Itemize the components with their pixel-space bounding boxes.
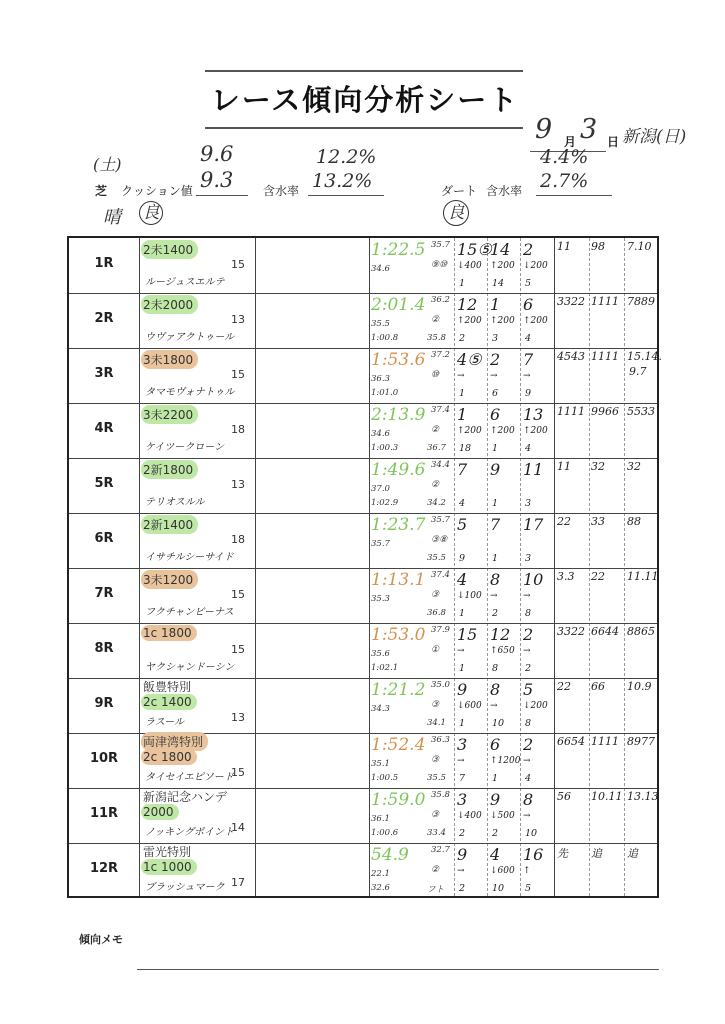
turf-day-note: (土) bbox=[93, 155, 122, 174]
finish-order: 2 bbox=[492, 828, 499, 839]
race-time: 1:23.7 bbox=[371, 515, 426, 535]
winner-name: タイセイエピソード bbox=[145, 772, 234, 783]
runner-count: 14 bbox=[231, 821, 245, 834]
finish-order: 9 bbox=[459, 553, 466, 564]
last-3f: 36.3 bbox=[431, 735, 450, 745]
finish-order: 18 bbox=[459, 443, 472, 454]
winner-name: タマモヴォナトゥル bbox=[145, 387, 235, 398]
stat-value: 32 bbox=[627, 460, 641, 473]
first-1000m: 1:00.8 bbox=[371, 333, 399, 343]
finish-order: 3 bbox=[525, 553, 532, 564]
race-row bbox=[69, 403, 659, 458]
winner-name: ヤクシャンドーシン bbox=[145, 662, 235, 673]
dirt-moisture-underline bbox=[536, 195, 612, 196]
race-condition: 3未1800 bbox=[141, 350, 198, 369]
race-row bbox=[69, 293, 659, 348]
finish-order: 3 bbox=[492, 333, 499, 344]
stat-value: 7.10 bbox=[627, 240, 652, 253]
finish-order: 8 bbox=[525, 718, 532, 729]
finish-order: 1 bbox=[492, 773, 499, 784]
position-move: → bbox=[523, 756, 531, 766]
placing-position: 6 bbox=[523, 295, 534, 314]
race-condition: 2000 bbox=[141, 804, 179, 820]
placing-position: 2 bbox=[523, 735, 534, 754]
finish-order: 2 bbox=[525, 663, 532, 674]
race-time: 1:13.1 bbox=[371, 570, 426, 590]
finish-order: 2 bbox=[459, 883, 466, 894]
dirt-moisture-label: 含水率 bbox=[486, 184, 523, 198]
finish-order: 2 bbox=[459, 333, 466, 344]
position-move: ↓100 bbox=[457, 591, 482, 601]
placing-position: 1 bbox=[490, 295, 501, 314]
first-3f: 35.3 bbox=[371, 594, 390, 604]
bias-circle: ③ bbox=[431, 755, 440, 765]
position-move: ↑200 bbox=[523, 426, 548, 436]
finish-order: 7 bbox=[459, 773, 466, 784]
runner-count: 15 bbox=[231, 766, 245, 779]
race-number: 11R bbox=[89, 806, 119, 821]
position-move: ↑ bbox=[523, 866, 531, 876]
race-time: 1:22.5 bbox=[371, 240, 426, 260]
winner-name: ウヴァアクトゥール bbox=[145, 332, 235, 343]
first-1000m: 1:00.5 bbox=[371, 773, 399, 783]
finish-order: 14 bbox=[492, 278, 505, 289]
position-move: → bbox=[457, 866, 465, 876]
race-time: 1:21.2 bbox=[371, 680, 426, 700]
bias-circle: ③ bbox=[431, 590, 440, 600]
placing-position: 5 bbox=[457, 515, 468, 534]
placing-position: 8 bbox=[490, 680, 501, 699]
race-time: 1:53.0 bbox=[371, 625, 426, 645]
placing-position: 4 bbox=[457, 570, 468, 589]
bias-circle: ② bbox=[431, 425, 440, 435]
runner-count: 13 bbox=[231, 478, 245, 491]
placing-position: 6 bbox=[490, 405, 501, 424]
placing-position: 12 bbox=[490, 625, 511, 644]
first-3f: 35.6 bbox=[371, 649, 390, 659]
placing-position: 17 bbox=[523, 515, 544, 534]
stat-value: 1111 bbox=[591, 295, 619, 308]
bias-circle: ③ bbox=[431, 810, 440, 820]
stat-value: 15.14. bbox=[627, 350, 662, 363]
stat-value: 追 bbox=[627, 847, 638, 860]
stat-value: 5533 bbox=[627, 405, 655, 418]
turf-going: 良 bbox=[139, 201, 163, 225]
turf-moisture-prev: 12.2% bbox=[316, 146, 377, 168]
finish-order: 1 bbox=[459, 663, 466, 674]
last-3f: 37.4 bbox=[431, 405, 450, 415]
race-number: 1R bbox=[94, 256, 114, 271]
winner-name: ブラッシュマーク bbox=[145, 882, 225, 893]
stat-value: 88 bbox=[627, 515, 641, 528]
finish-order: 1 bbox=[492, 443, 499, 454]
bias-circle: ① bbox=[431, 645, 440, 655]
race-condition: 3未2200 bbox=[141, 405, 198, 424]
race-row bbox=[69, 733, 659, 788]
stat-value: 3322 bbox=[557, 295, 585, 308]
position-move: → bbox=[457, 371, 465, 381]
position-move: → bbox=[523, 371, 531, 381]
last-split: 35.5 bbox=[427, 553, 446, 563]
placing-position: 10 bbox=[523, 570, 544, 589]
date-day-unit: 日 bbox=[607, 135, 620, 149]
turf-cushion-value: 9.3 bbox=[200, 168, 234, 192]
turf-moisture-underline bbox=[308, 195, 384, 196]
position-move: → bbox=[457, 646, 465, 656]
placing-position: 4 bbox=[490, 845, 501, 864]
placing-position: 15⑤ bbox=[457, 240, 492, 259]
race-name: 新潟記念ハンデ bbox=[143, 790, 228, 804]
placing-position: 5 bbox=[523, 680, 534, 699]
finish-order: 2 bbox=[492, 608, 499, 619]
finish-order: 2 bbox=[459, 828, 466, 839]
placing-position: 16 bbox=[523, 845, 544, 864]
position-move: ↑200 bbox=[523, 316, 548, 326]
position-move: → bbox=[457, 756, 465, 766]
bias-circle: ② bbox=[431, 480, 440, 490]
first-3f: 36.3 bbox=[371, 374, 390, 384]
last-3f: 34.4 bbox=[431, 460, 450, 470]
finish-order: 1 bbox=[459, 278, 466, 289]
race-number: 10R bbox=[89, 751, 119, 766]
position-move: ↓500 bbox=[490, 811, 515, 821]
last-split: 34.1 bbox=[427, 718, 446, 728]
last-split: フト bbox=[427, 885, 445, 895]
placing-position: 7 bbox=[457, 460, 468, 479]
stat-value: 66 bbox=[591, 680, 605, 693]
race-number: 8R bbox=[94, 641, 114, 656]
race-time: 1:49.6 bbox=[371, 460, 426, 480]
dirt-going: 良 bbox=[443, 200, 469, 226]
placing-position: 8 bbox=[490, 570, 501, 589]
stat-value: 22 bbox=[557, 680, 571, 693]
first-1000m: 1:01.0 bbox=[371, 388, 399, 398]
first-3f: 34.3 bbox=[371, 704, 390, 714]
race-row bbox=[69, 458, 659, 513]
placing-position: 8 bbox=[523, 790, 534, 809]
race-condition: 3未1200 bbox=[141, 570, 198, 589]
winner-name: ケイツークローン bbox=[145, 442, 225, 453]
stat-value: 3.3 bbox=[557, 570, 575, 583]
position-move: → bbox=[490, 591, 498, 601]
runner-count: 18 bbox=[231, 423, 245, 436]
position-move: → bbox=[490, 701, 498, 711]
last-3f: 37.4 bbox=[431, 570, 450, 580]
stat-value: 1111 bbox=[591, 350, 619, 363]
race-name: 飯豊特別 bbox=[143, 680, 192, 694]
first-3f: 34.6 bbox=[371, 429, 390, 439]
turf-moisture-value: 13.2% bbox=[312, 170, 373, 192]
race-row bbox=[69, 568, 659, 623]
placing-position: 3 bbox=[457, 790, 468, 809]
turf-cushion-prev: 9.6 bbox=[200, 142, 234, 166]
race-condition: 2未2000 bbox=[141, 295, 198, 314]
stat-value: 9.7 bbox=[629, 365, 647, 378]
race-row bbox=[69, 623, 659, 678]
placing-position: 2 bbox=[523, 240, 534, 259]
race-number: 6R bbox=[94, 531, 114, 546]
finish-order: 10 bbox=[492, 718, 505, 729]
winner-name: ルージュスエルテ bbox=[145, 277, 225, 288]
position-move: ↓200 bbox=[523, 701, 548, 711]
placing-position: 14 bbox=[490, 240, 511, 259]
race-condition: 2新1800 bbox=[141, 460, 198, 479]
first-3f: 36.1 bbox=[371, 814, 390, 824]
position-move: → bbox=[523, 646, 531, 656]
placing-position: 6 bbox=[490, 735, 501, 754]
bias-circle: ③ bbox=[431, 700, 440, 710]
position-move: → bbox=[523, 591, 531, 601]
race-number: 3R bbox=[94, 366, 114, 381]
position-move: → bbox=[490, 371, 498, 381]
last-3f: 35.7 bbox=[431, 240, 450, 250]
stat-value: 22 bbox=[557, 515, 571, 528]
bias-circle: ② bbox=[431, 315, 440, 325]
stat-value: 32 bbox=[591, 460, 605, 473]
last-split: 35.8 bbox=[427, 333, 446, 343]
finish-order: 10 bbox=[492, 883, 505, 894]
memo-label: 傾向メモ bbox=[79, 933, 123, 946]
stat-value: 先 bbox=[557, 847, 568, 860]
finish-order: 8 bbox=[525, 608, 532, 619]
title-rule-top bbox=[205, 70, 523, 72]
placing-position: 9 bbox=[457, 680, 468, 699]
finish-order: 1 bbox=[492, 498, 499, 509]
placing-position: 9 bbox=[457, 845, 468, 864]
stat-value: 11 bbox=[557, 240, 571, 253]
finish-order: 5 bbox=[525, 278, 532, 289]
race-number: 4R bbox=[94, 421, 114, 436]
finish-order: 9 bbox=[525, 388, 532, 399]
position-move: ↑200 bbox=[490, 316, 515, 326]
date-month: 9 bbox=[535, 114, 553, 145]
first-3f: 34.6 bbox=[371, 264, 390, 274]
race-number: 12R bbox=[89, 861, 119, 876]
winner-name: イサチルシーサイド bbox=[145, 552, 234, 563]
finish-order: 6 bbox=[492, 388, 499, 399]
turf-weather: 晴 bbox=[103, 207, 121, 228]
turf-cushion-label: クッション値 bbox=[121, 184, 193, 198]
race-condition: 2c 1800 bbox=[141, 749, 197, 765]
race-row bbox=[69, 788, 659, 843]
race-row bbox=[69, 238, 659, 293]
stat-value: 7889 bbox=[627, 295, 655, 308]
placing-position: 3 bbox=[457, 735, 468, 754]
placing-position: 15 bbox=[457, 625, 478, 644]
memo-line bbox=[137, 969, 659, 970]
date-month-unit: 月 bbox=[564, 135, 577, 149]
first-3f: 22.1 bbox=[371, 869, 390, 879]
last-3f: 32.7 bbox=[431, 845, 450, 855]
stat-value: 1111 bbox=[591, 735, 619, 748]
placing-position: 4⑤ bbox=[457, 350, 482, 369]
race-time: 1:52.4 bbox=[371, 735, 426, 755]
last-3f: 36.2 bbox=[431, 295, 450, 305]
runner-count: 15 bbox=[231, 643, 245, 656]
race-time: 2:01.4 bbox=[371, 295, 426, 315]
stat-value: 22 bbox=[591, 570, 605, 583]
last-3f: 35.8 bbox=[431, 790, 450, 800]
finish-order: 4 bbox=[525, 443, 532, 454]
first-3f: 35.7 bbox=[371, 539, 390, 549]
last-3f: 37.9 bbox=[431, 625, 450, 635]
date-day: 3 bbox=[580, 114, 598, 145]
turf-label: 芝 bbox=[95, 184, 108, 198]
title-rule-bottom bbox=[205, 127, 523, 129]
last-split: 36.7 bbox=[427, 443, 446, 453]
race-row bbox=[69, 843, 659, 898]
race-time: 1:53.6 bbox=[371, 350, 426, 370]
race-time: 2:13.9 bbox=[371, 405, 426, 425]
race-number: 2R bbox=[94, 311, 114, 326]
last-3f: 35.0 bbox=[431, 680, 450, 690]
stat-value: 10.9 bbox=[627, 680, 652, 693]
last-split: 33.4 bbox=[427, 828, 446, 838]
last-split: 36.8 bbox=[427, 608, 446, 618]
stat-value: 33 bbox=[591, 515, 605, 528]
stat-value: 6654 bbox=[557, 735, 585, 748]
winner-name: ノッキングポイント bbox=[145, 827, 234, 838]
finish-order: 4 bbox=[525, 773, 532, 784]
position-move: → bbox=[523, 811, 531, 821]
first-3f: 35.1 bbox=[371, 759, 390, 769]
placing-position: 9 bbox=[490, 790, 501, 809]
placing-position: 7 bbox=[523, 350, 534, 369]
last-split: 35.5 bbox=[427, 773, 446, 783]
bias-circle: ⑩ bbox=[431, 370, 440, 380]
stat-value: 13.13 bbox=[627, 790, 659, 803]
placing-position: 13 bbox=[523, 405, 544, 424]
race-row bbox=[69, 678, 659, 733]
position-move: ↑200 bbox=[490, 261, 515, 271]
winner-name: フクチャンビーナス bbox=[145, 607, 234, 618]
last-3f: 35.7 bbox=[431, 515, 450, 525]
race-condition: 1c 1000 bbox=[141, 859, 197, 875]
position-move: ↓400 bbox=[457, 811, 482, 821]
placing-position: 9 bbox=[490, 460, 501, 479]
finish-order: 10 bbox=[525, 828, 538, 839]
stat-value: 56 bbox=[557, 790, 571, 803]
stat-value: 98 bbox=[591, 240, 605, 253]
finish-order: 4 bbox=[525, 333, 532, 344]
position-move: ↓600 bbox=[457, 701, 482, 711]
placing-position: 2 bbox=[523, 625, 534, 644]
race-number: 9R bbox=[94, 696, 114, 711]
finish-order: 1 bbox=[459, 718, 466, 729]
date-venue: 新潟(日) bbox=[622, 127, 687, 147]
bias-circle: ③⑧ bbox=[431, 535, 448, 545]
stat-value: 10.11 bbox=[591, 790, 623, 803]
placing-position: 11 bbox=[523, 460, 544, 479]
race-number: 7R bbox=[94, 586, 114, 601]
placing-position: 12 bbox=[457, 295, 478, 314]
first-1000m: 1:00.6 bbox=[371, 828, 399, 838]
race-condition: 2未1400 bbox=[141, 240, 198, 259]
race-time: 54.9 bbox=[371, 845, 409, 865]
bias-circle: ② bbox=[431, 865, 440, 875]
winner-name: テリオスルル bbox=[145, 497, 205, 508]
first-1000m: 32.6 bbox=[371, 883, 390, 893]
stat-value: 11.11 bbox=[627, 570, 659, 583]
stat-value: 8865 bbox=[627, 625, 655, 638]
page-title: レース傾向分析シート bbox=[210, 83, 520, 117]
runner-count: 15 bbox=[231, 368, 245, 381]
position-move: ↓400 bbox=[457, 261, 482, 271]
turf-cushion-underline bbox=[196, 195, 248, 196]
race-condition: 1c 1800 bbox=[141, 625, 197, 641]
runner-count: 13 bbox=[231, 711, 245, 724]
race-time: 1:59.0 bbox=[371, 790, 426, 810]
race-row bbox=[69, 513, 659, 568]
dirt-moisture-prev: 4.4% bbox=[540, 146, 589, 168]
runner-count: 15 bbox=[231, 588, 245, 601]
last-3f: 37.2 bbox=[431, 350, 450, 360]
first-3f: 35.5 bbox=[371, 319, 390, 329]
race-name: 雷光特別 bbox=[143, 845, 192, 859]
first-3f: 37.0 bbox=[371, 484, 390, 494]
position-move: ↑200 bbox=[457, 316, 482, 326]
winner-name: ラスール bbox=[145, 717, 184, 728]
race-name: 両津湾特別 bbox=[141, 732, 208, 751]
bias-circle: ⑨⑩ bbox=[431, 260, 448, 270]
first-1000m: 1:00.3 bbox=[371, 443, 399, 453]
position-move: ↑1200 bbox=[490, 756, 521, 766]
last-split: 34.2 bbox=[427, 498, 446, 508]
first-1000m: 1:02.1 bbox=[371, 663, 399, 673]
placing-position: 1 bbox=[457, 405, 468, 424]
race-condition: 2新1400 bbox=[141, 515, 198, 534]
race-row bbox=[69, 348, 662, 403]
dirt-moisture-value: 2.7% bbox=[540, 170, 589, 192]
placing-position: 7 bbox=[490, 515, 501, 534]
position-move: ↓200 bbox=[523, 261, 548, 271]
position-move: ↑200 bbox=[457, 426, 482, 436]
finish-order: 8 bbox=[492, 663, 499, 674]
stat-value: 1111 bbox=[557, 405, 585, 418]
finish-order: 5 bbox=[525, 883, 532, 894]
runner-count: 17 bbox=[231, 876, 245, 889]
race-condition: 2c 1400 bbox=[141, 694, 197, 710]
finish-order: 1 bbox=[459, 388, 466, 399]
runner-count: 18 bbox=[231, 533, 245, 546]
race-number: 5R bbox=[94, 476, 114, 491]
stat-value: 4543 bbox=[557, 350, 585, 363]
runner-count: 13 bbox=[231, 313, 245, 326]
dirt-label: ダート bbox=[441, 184, 478, 198]
finish-order: 1 bbox=[492, 553, 499, 564]
stat-value: 6644 bbox=[591, 625, 619, 638]
first-1000m: 1:02.9 bbox=[371, 498, 399, 508]
stat-value: 11 bbox=[557, 460, 571, 473]
finish-order: 1 bbox=[459, 608, 466, 619]
stat-value: 3322 bbox=[557, 625, 585, 638]
stat-value: 追 bbox=[591, 847, 602, 860]
stat-value: 9966 bbox=[591, 405, 619, 418]
stat-value: 8977 bbox=[627, 735, 655, 748]
race-results-table bbox=[67, 236, 662, 898]
position-move: ↓600 bbox=[490, 866, 515, 876]
turf-moisture-label: 含水率 bbox=[263, 184, 300, 198]
position-move: ↑650 bbox=[490, 646, 515, 656]
finish-order: 4 bbox=[459, 498, 466, 509]
placing-position: 2 bbox=[490, 350, 501, 369]
finish-order: 3 bbox=[525, 498, 532, 509]
runner-count: 15 bbox=[231, 258, 245, 271]
position-move: ↑200 bbox=[490, 426, 515, 436]
